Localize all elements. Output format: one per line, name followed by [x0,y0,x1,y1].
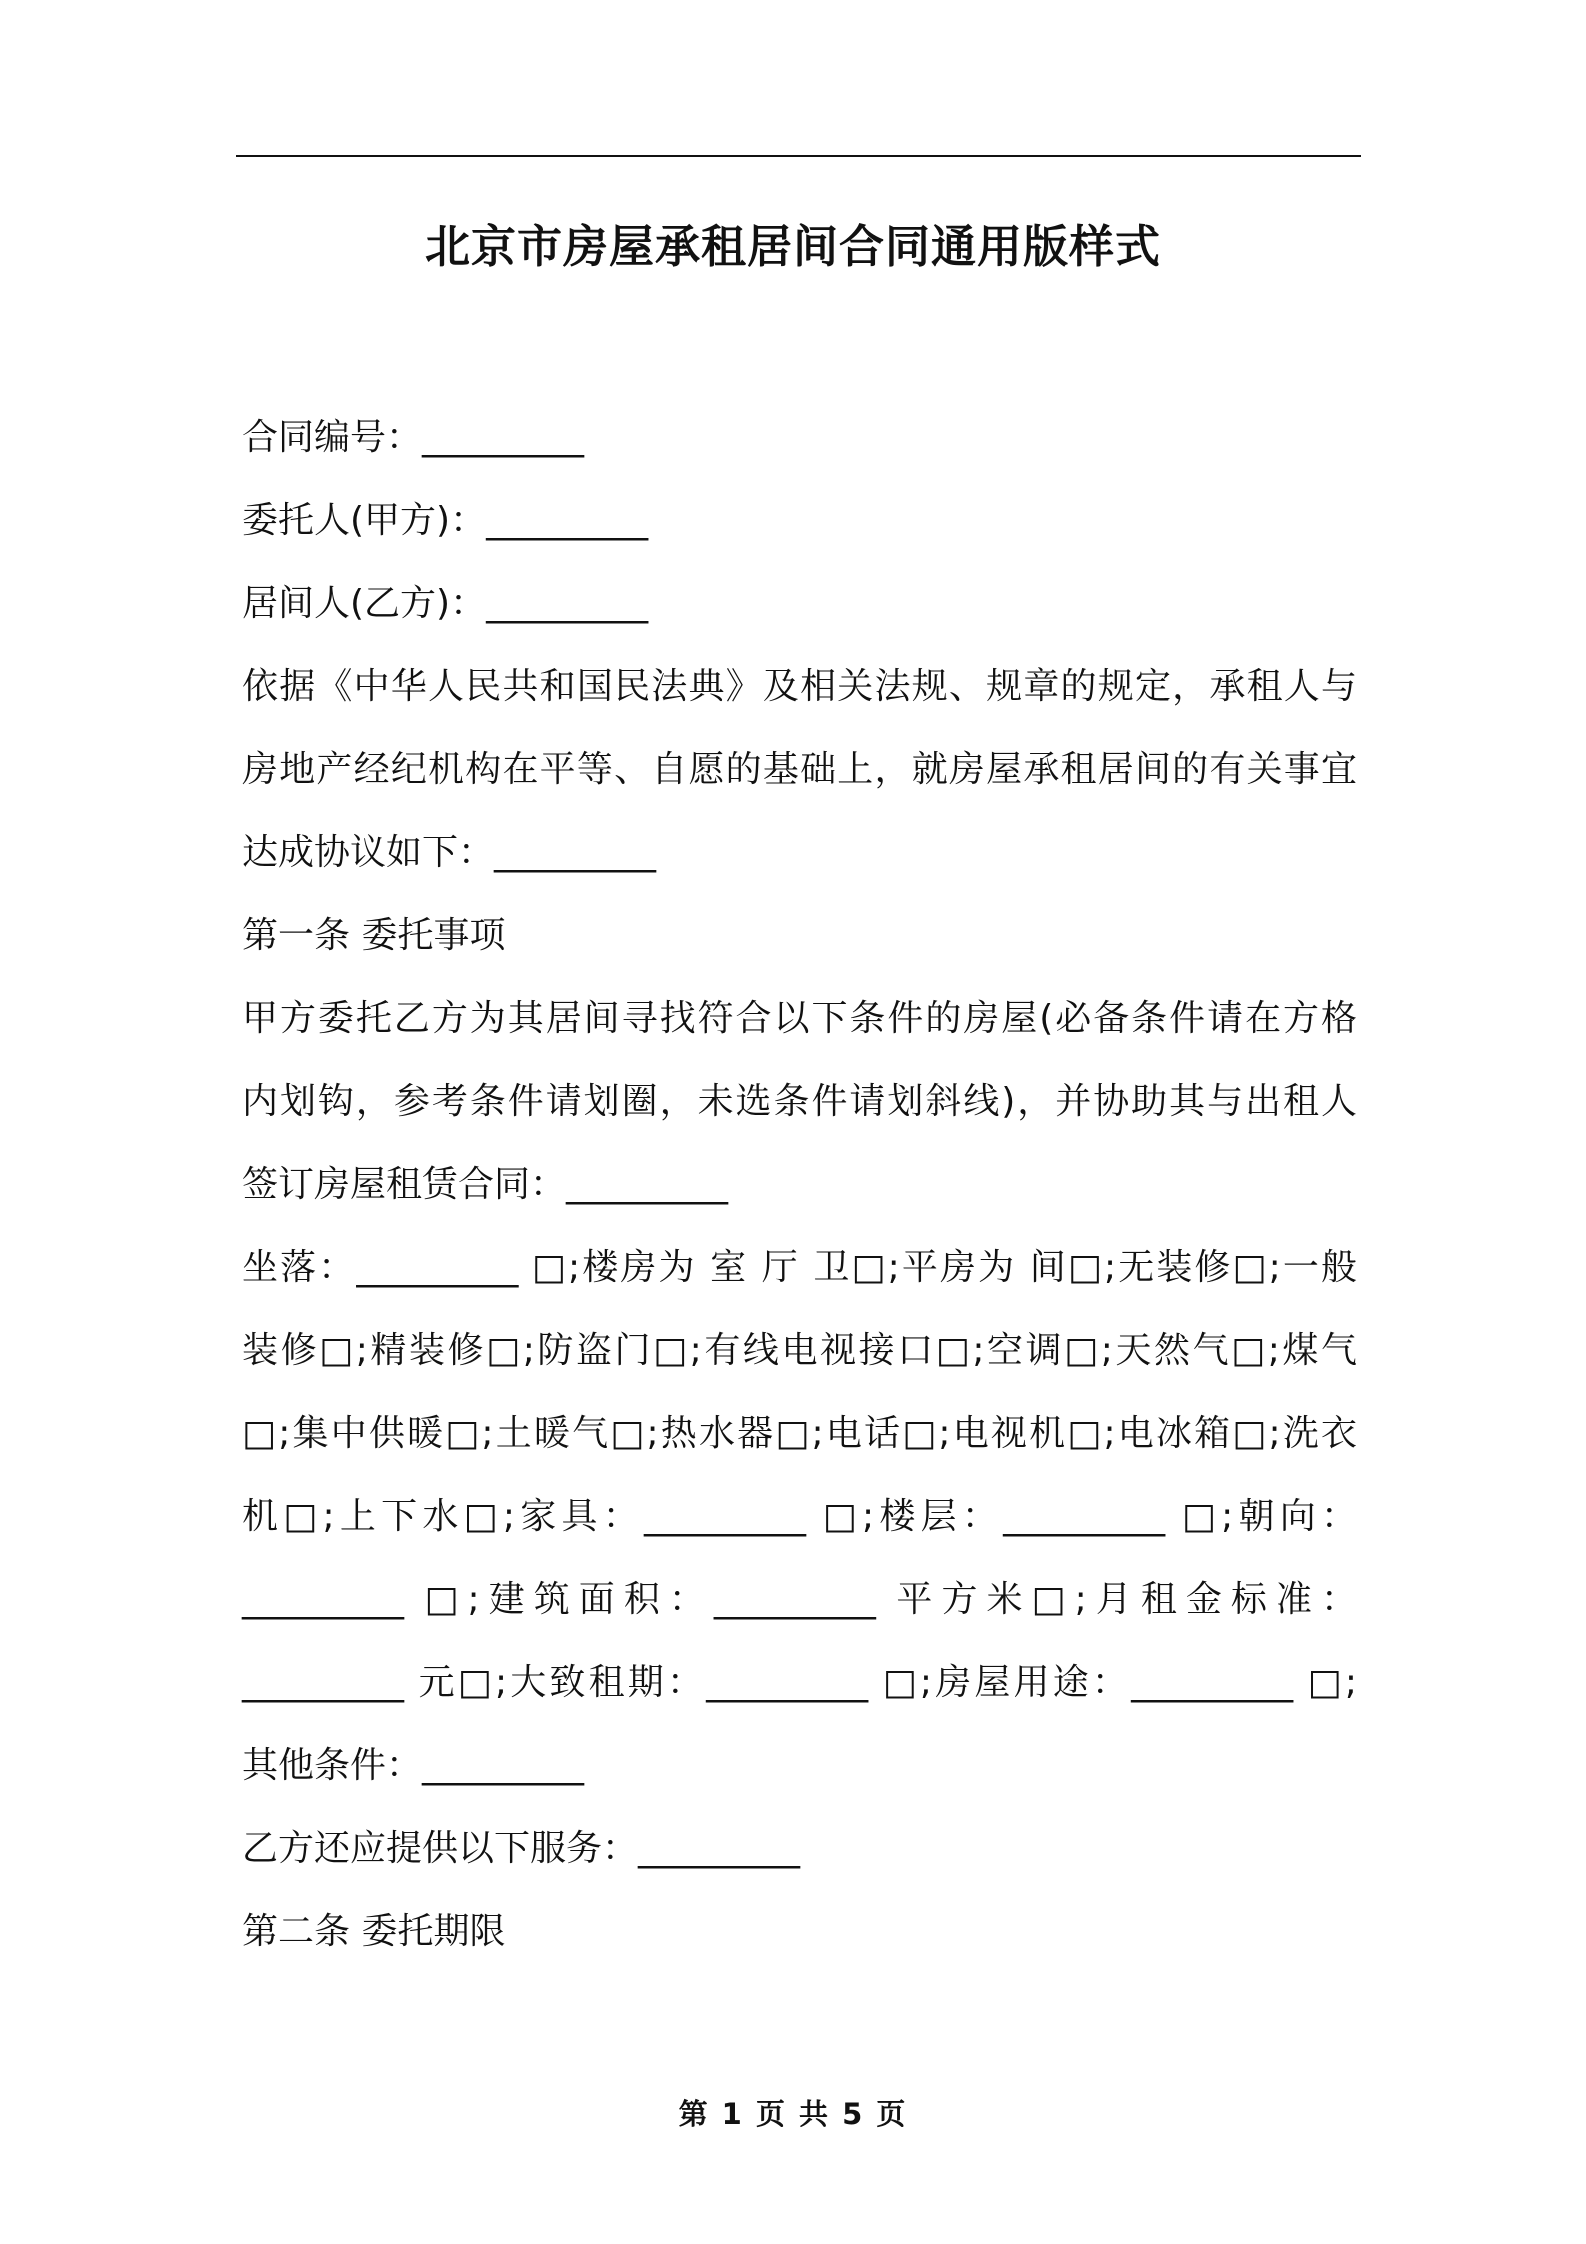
page-number: 第 1 页 共 5 页 [678,2097,908,2131]
article-1-text-line-2: 内划钩，参考条件请划圈，未选条件请划斜线)，并协助其与出租人 [242,1081,1357,1122]
article-1-heading: 第一条 委托事项 [242,915,506,956]
conditions-line-1: 坐落：_________ □;楼房为 室 厅 卫□;平房为 间□;无装修□;一般 [242,1247,1357,1288]
party-b-line: 居间人(乙方)：_________ [242,583,649,624]
article-2-heading: 第二条 委托期限 [242,1911,506,1952]
conditions-line-6: _________ 元□;大致租期：_________ □;房屋用途：_________ □; [242,1662,1357,1703]
article-1-text-line-3: 签订房屋租赁合同：_________ [242,1164,729,1205]
conditions-line-3: □;集中供暖□;土暖气□;热水器□;电话□;电视机□;电冰箱□;洗衣 [242,1413,1357,1454]
conditions-line-5: _________ □;建筑面积：_________ 平方米□;月租金标准： [242,1579,1357,1620]
contract-number-line: 合同编号：_________ [242,417,585,458]
conditions-line-4: 机□;上下水□;家具：_________ □;楼层：_________ □;朝向： [242,1496,1357,1537]
conditions-line-2: 装修□;精装修□;防盗门□;有线电视接口□;空调□;天然气□;煤气 [242,1330,1357,1371]
party-a-line: 委托人(甲方)：_________ [242,500,649,541]
other-conditions-line: 其他条件：_________ [242,1745,585,1786]
article-1-text-line-1: 甲方委托乙方为其居间寻找符合以下条件的房屋(必备条件请在方格 [242,998,1357,1039]
header-rule [236,155,1361,157]
preamble-line-2: 房地产经纪机构在平等、自愿的基础上，就房屋承租居间的有关事宜 [242,749,1357,790]
preamble-line-1: 依据《中华人民共和国民法典》及相关法规、规章的规定，承租人与 [242,666,1357,707]
document-title: 北京市房屋承租居间合同通用版样式 [424,220,1161,273]
extra-services-line: 乙方还应提供以下服务：_________ [242,1828,801,1869]
preamble-line-3: 达成协议如下：_________ [242,832,657,873]
